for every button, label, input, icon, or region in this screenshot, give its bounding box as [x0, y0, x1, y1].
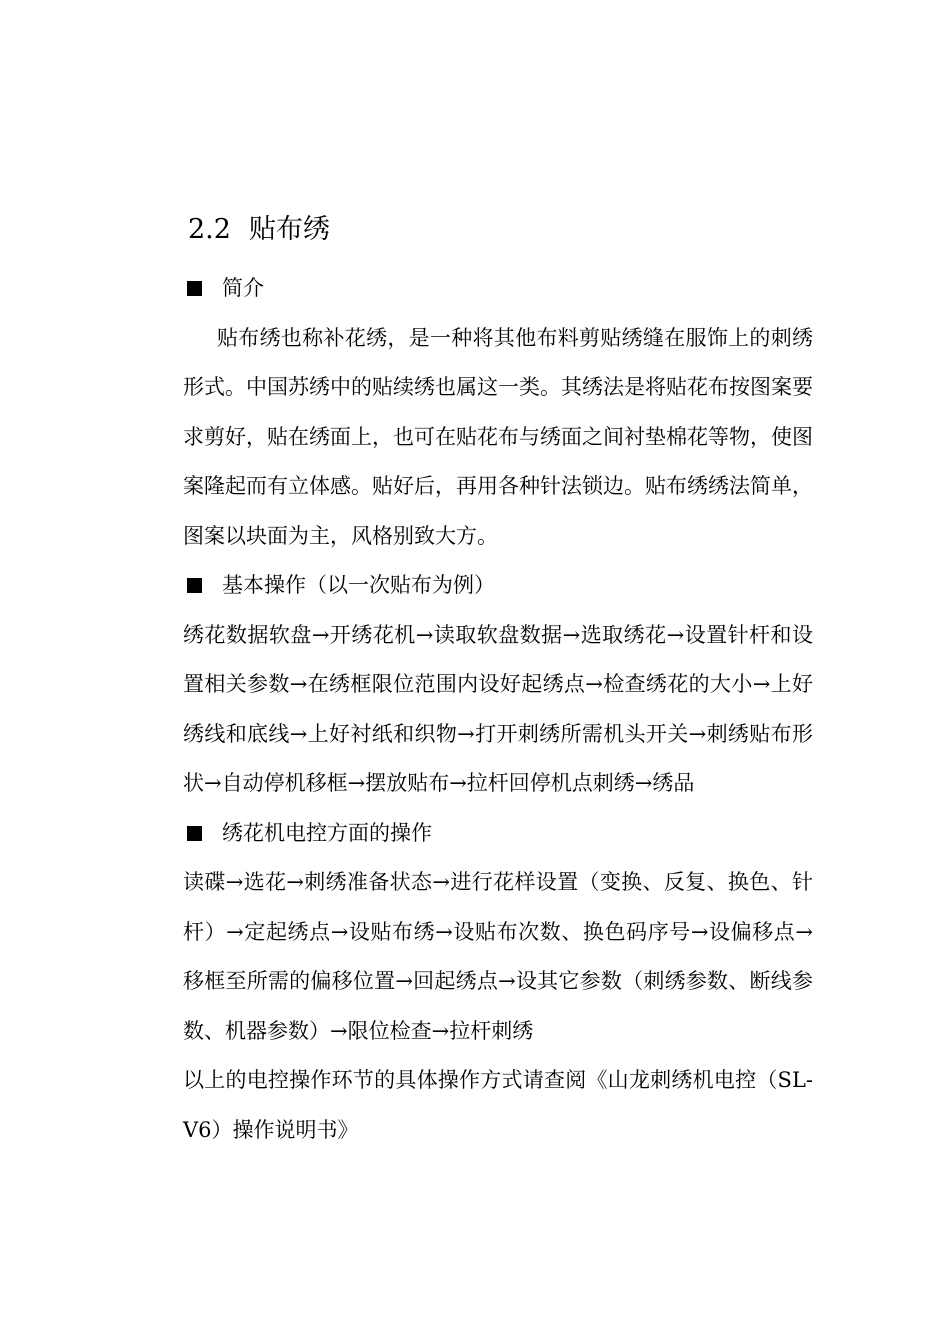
subsection-heading-intro — [183, 264, 813, 314]
section-heading — [188, 210, 330, 250]
subsection-title: 简介 — [222, 276, 264, 300]
document-body — [183, 264, 813, 1155]
square-bullet-icon — [187, 281, 202, 296]
basic-operation-paragraph: 绣花数据软盘→开绣花机→读取软盘数据→选取绣花→设置针杆和设置相关参数→在绣框限位范围内设好起绣点→检查绣花的大小→上好绣线和底线→上好衬纸和织物→打开刺绣所需机头开关→刺绣贴布形状→自动停机移框→摆放贴布→拉杆回停机点刺绣→绣品 — [183, 622, 813, 795]
manual-reference-paragraph: 以上的电控操作环节的具体操作方式请查阅《山龙刺绣机电控（SL-V6）操作说明书》 — [183, 1068, 813, 1142]
section-title: 贴布绣 — [248, 214, 330, 245]
square-bullet-icon — [187, 578, 202, 593]
subsection-title: 绣花机电控方面的操作 — [222, 820, 432, 845]
electric-control-paragraph: 读碟→选花→刺绣准备状态→进行花样设置（变换、反复、换色、针杆）→定起绣点→设贴布绣→设贴布次数、换色码序号→设偏移点→移框至所需的偏移位置→回起绣点→设其它参数（刺绣参数、断线参数、机器参数）→限位检查→拉杆刺绣 — [183, 870, 813, 1043]
square-bullet-icon — [187, 826, 202, 841]
intro-paragraph: 贴布绣也称补花绣，是一种将其他布料剪贴绣缝在服饰上的刺绣形式。中国苏绣中的贴续绣也属这一类。其绣法是将贴花布按图案要求剪好，贴在绣面上，也可在贴花布与绣面之间衬垫棉花等物，使图案隆起而有立体感。贴好后，再用各种针法锁边。贴布绣绣法简单，图案以块面为主，风格别致大方。 — [183, 325, 813, 548]
subsection-heading-electric-control — [183, 809, 813, 859]
subsection-title: 基本操作（以一次贴布为例） — [222, 573, 495, 597]
subsection-heading-basic-operation — [183, 561, 813, 611]
section-number: 2.2 — [188, 214, 231, 245]
